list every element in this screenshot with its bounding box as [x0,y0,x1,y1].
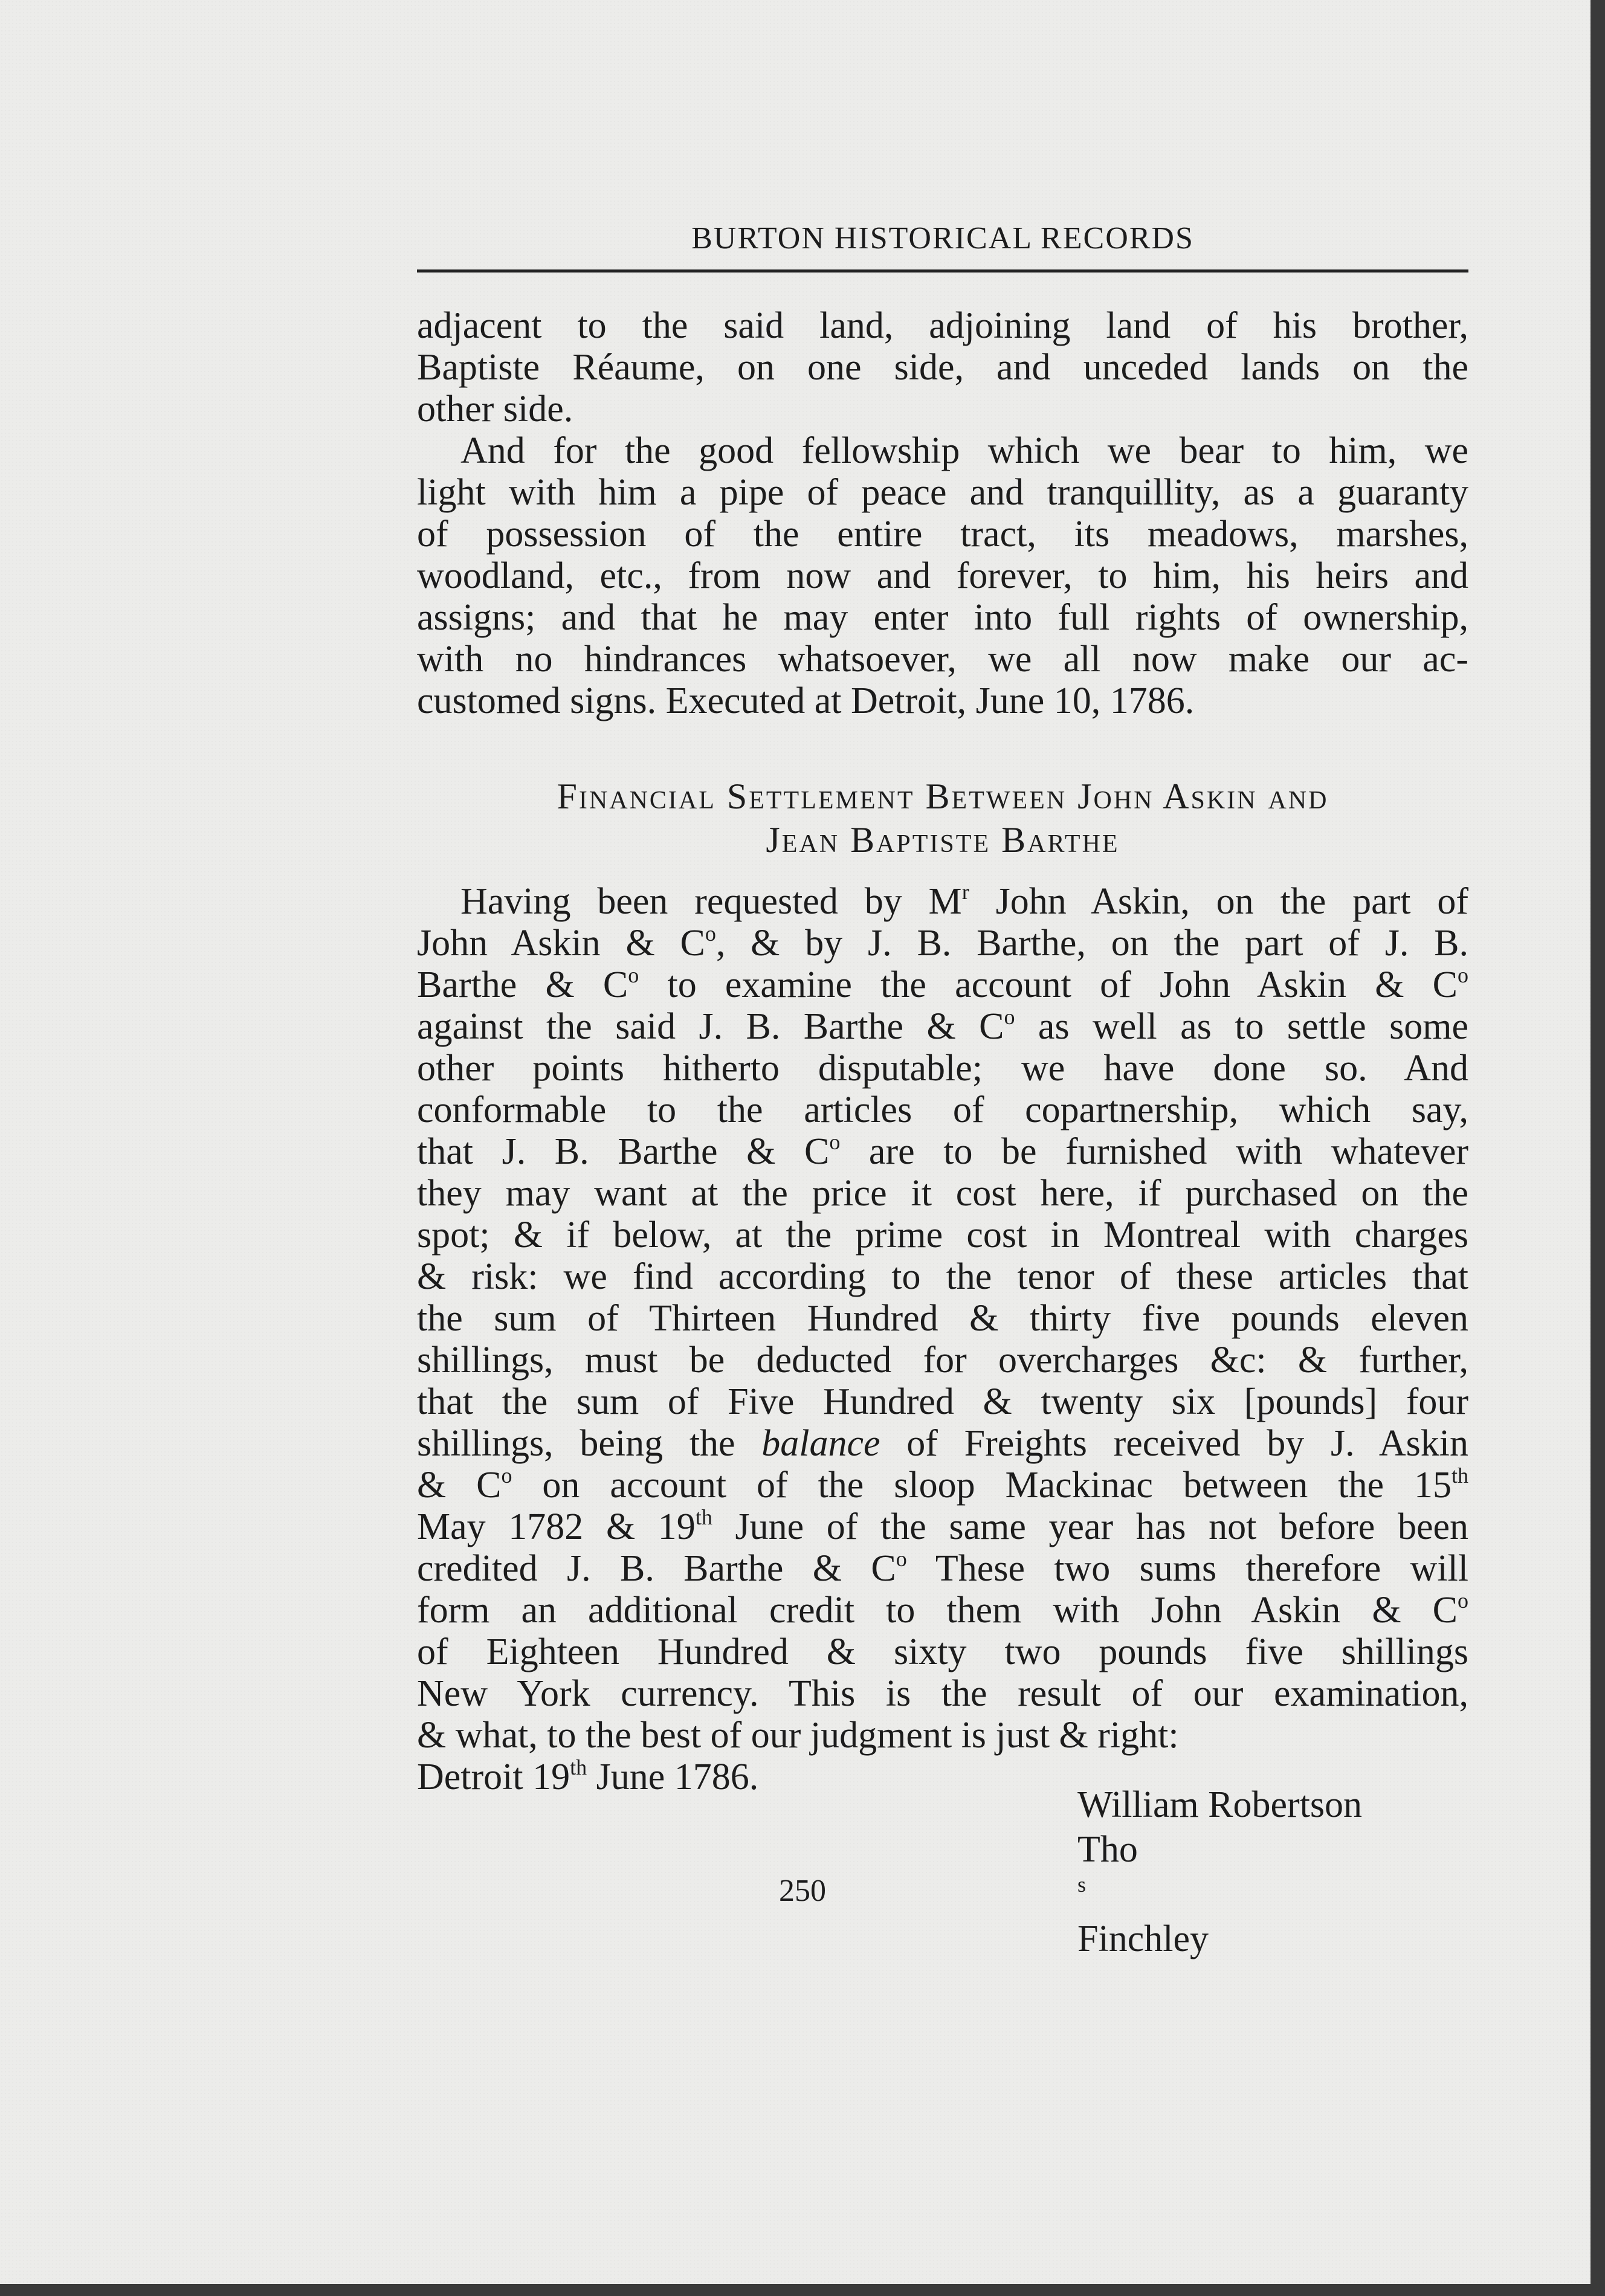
text-line: credited J. B. Barthe & $C^o$ These two sums therefore will [417,1547,1468,1589]
text-line: & what, to the best of our judgment is just & right: [417,1715,1179,1756]
page-number: 250 [779,1874,826,1908]
paragraph-continuation [417,305,1468,430]
text-line: light with him a pipe of peace and tranquillity, as a guaranty [417,472,1468,513]
text-line: Barthe & $C^o$ to examine the account of John Askin & $C^o$ [417,963,1468,1005]
text-line: the sum of Thirteen Hundred & thirty five pounds eleven [417,1298,1468,1339]
text-line: And for the good fellowship which we bear to him, we [460,430,1468,471]
text-line: other points hitherto disputable; we have done so. And [417,1048,1468,1089]
text-line: Having been requested by $M^r$ John Askin, on the part of [460,880,1468,922]
section-heading [417,775,1468,862]
text-line: against the said J. B. Barthe & $C^o$ as well as to settle some [417,1005,1468,1047]
text-line: shillings, being the balance of Freights received by J. Askin [417,1423,1468,1464]
text-line: adjacent to the said land, adjoining land of his brother, [417,305,1468,346]
signatures [1077,1782,1362,1961]
text-line: they may want at the price it cost here, if purchased on the [417,1173,1468,1214]
heading-line: Jean Baptiste Barthe [766,820,1120,860]
header-rule [417,269,1468,272]
text-line: New York currency. This is the result of our examination, [417,1673,1468,1714]
text-line: customed signs. Executed at Detroit, June 10, 1786. [417,680,1195,721]
signature-finchley: Tho $^s$ Finchley [1077,1829,1209,1959]
heading-line: Financial Settlement Between John Askin and [557,776,1329,816]
text-line: with no hindrances whatsoever, we all now make our ac- [417,639,1468,680]
text-line: shillings, must be deducted for overcharges &c: & further, [417,1340,1468,1381]
text-line: & risk: we find according to the tenor of these articles that [417,1256,1468,1297]
text-line: of Eighteen Hundred & sixty two pounds five shillings [417,1631,1468,1672]
text-line: & $C^o$ on account of the sloop Mackinac between the 15th [417,1463,1468,1506]
paragraph-settlement [417,881,1468,1798]
signature-robertson: William Robertson [1077,1784,1363,1825]
paragraph-fellowship [417,430,1468,722]
running-head: BURTON HISTORICAL RECORDS [691,221,1194,256]
text-line: woodland, etc., from now and forever, to him, his heirs and [417,555,1468,596]
text-line: May 1782 & 19th June of the same year has not before been [417,1505,1468,1547]
text-line: that J. B. Barthe & $C^o$ are to be furnished with whatever [417,1130,1468,1172]
text-line: that the sum of Five Hundred & twenty six [pounds] four [417,1381,1468,1422]
text-line: John Askin & $C^o$, & by J. B. Barthe, on the part of J. B. [417,921,1469,964]
text-line: Detroit 19th June 1786. [417,1755,759,1798]
text-line: form an additional credit to them with John Askin & $C^o$ [417,1588,1468,1631]
text-line: conformable to the articles of copartnership, which say, [417,1089,1468,1130]
text-line: assigns; and that he may enter into full rights of ownership, [417,597,1468,638]
text-line: Baptiste Réaume, on one side, and unceded lands on the [417,347,1468,388]
text-line: of possession of the entire tract, its meadows, marshes, [417,514,1468,555]
text-line: spot; & if below, at the prime cost in Montreal with charges [417,1214,1468,1256]
text-line: other side. [417,389,573,430]
